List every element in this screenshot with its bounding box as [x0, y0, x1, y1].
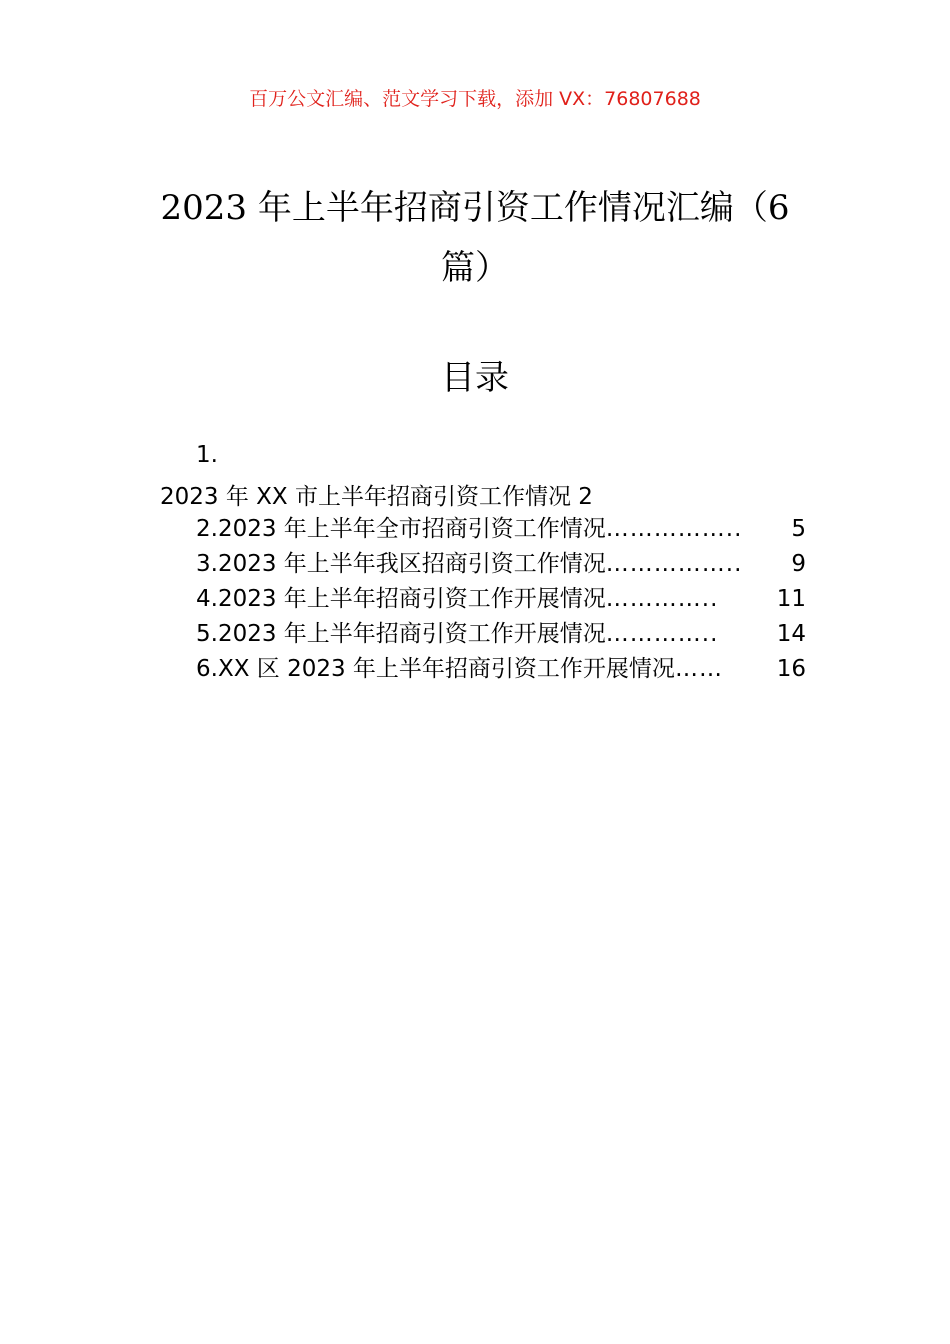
toc-entry-1-number: 1.	[196, 442, 218, 468]
toc-entry	[196, 652, 806, 687]
toc-entry-page: 14	[776, 621, 806, 647]
document-title	[150, 178, 800, 298]
toc-entry-label: 2.2023 年上半年全市招商引资工作情况	[196, 516, 606, 542]
toc-entry-label: 4.2023 年上半年招商引资工作开展情况	[196, 586, 606, 612]
toc-list	[196, 512, 806, 687]
toc-entry-1-text: 2023 年 XX 市上半年招商引资工作情况 2	[160, 484, 593, 510]
toc-entry-label: 6.XX 区 2023 年上半年招商引资工作开展情况	[196, 656, 675, 682]
toc-entry-leader: …………..	[605, 586, 719, 612]
toc-entry	[196, 582, 806, 617]
document-title-line-2: 篇）	[441, 248, 509, 288]
toc-entry-label: 5.2023 年上半年招商引资工作开展情况	[196, 621, 606, 647]
toc-entry	[196, 547, 806, 582]
toc-entry-page: 9	[791, 551, 806, 577]
toc-heading: 目录	[441, 358, 509, 398]
toc-entry-page: 5	[791, 516, 806, 542]
toc-entry-leader: …………..	[605, 621, 719, 647]
toc-entry-leader: ……	[674, 656, 723, 682]
toc-entry-page: 11	[776, 586, 806, 612]
toc-entry-leader: ……………..	[605, 516, 743, 542]
toc-entry-label: 3.2023 年上半年我区招商引资工作情况	[196, 551, 606, 577]
toc-entry-leader: ……………..	[605, 551, 743, 577]
toc-entry-page: 16	[776, 656, 806, 682]
toc-entry	[196, 512, 806, 547]
header-note: 百万公文汇编、范文学习下载，添加 VX：76807688	[249, 88, 701, 110]
document-title-line-1: 2023 年上半年招商引资工作情况汇编（6	[160, 188, 790, 228]
toc-entry	[196, 617, 806, 652]
